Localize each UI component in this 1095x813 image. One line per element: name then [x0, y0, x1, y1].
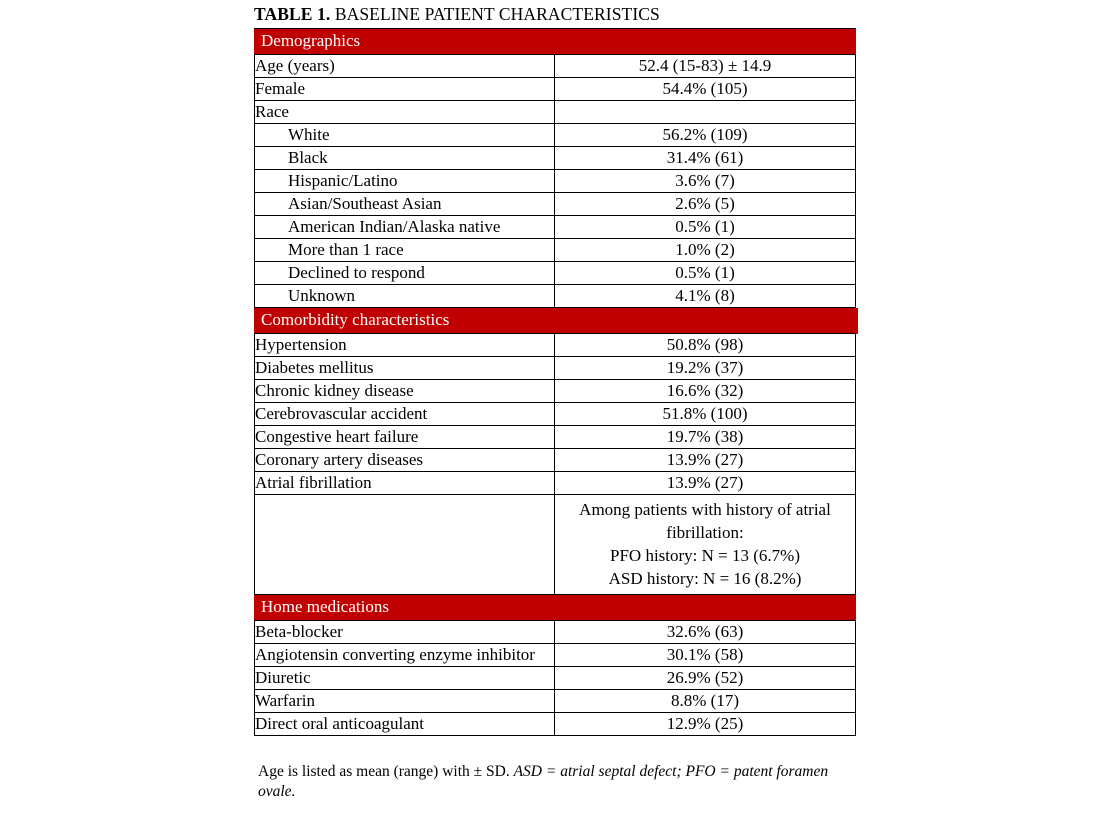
row-label: Declined to respond	[255, 262, 555, 285]
table-row	[255, 690, 856, 713]
row-value: 3.6% (7)	[555, 170, 856, 193]
row-label: Chronic kidney disease	[255, 380, 555, 403]
table-row	[255, 170, 856, 193]
table-row	[255, 78, 856, 101]
row-label: Warfarin	[255, 690, 555, 713]
table-row	[255, 449, 856, 472]
section-header-row	[255, 595, 856, 621]
table-caption	[254, 4, 855, 28]
table-block	[254, 4, 855, 736]
row-value: 12.9% (25)	[555, 713, 856, 736]
table-row	[255, 334, 856, 357]
row-label: Cerebrovascular accident	[255, 403, 555, 426]
row-label: Angiotensin converting enzyme inhibitor	[255, 644, 555, 667]
table-row	[255, 713, 856, 736]
section-header-label: Demographics	[255, 29, 856, 55]
row-value: 56.2% (109)	[555, 124, 856, 147]
baseline-characteristics-table	[254, 28, 856, 736]
row-value: 13.9% (27)	[555, 472, 856, 495]
table-row	[255, 426, 856, 449]
row-label: Diabetes mellitus	[255, 357, 555, 380]
table-footnote	[258, 762, 858, 801]
row-value	[555, 101, 856, 124]
row-value: 32.6% (63)	[555, 621, 856, 644]
row-label: Diuretic	[255, 667, 555, 690]
row-value: 2.6% (5)	[555, 193, 856, 216]
section-header-row	[255, 29, 856, 55]
table-row	[255, 124, 856, 147]
table-row	[255, 357, 856, 380]
row-label: Female	[255, 78, 555, 101]
table-caption-number: TABLE 1.	[254, 4, 331, 24]
table-row	[255, 216, 856, 239]
row-label: Asian/Southeast Asian	[255, 193, 555, 216]
table-row	[255, 262, 856, 285]
footnote-abbreviations: ASD = atrial septal defect; PFO = patent foramen ovale.	[258, 763, 829, 800]
table-row	[255, 55, 856, 78]
table-row	[255, 621, 856, 644]
row-value: 31.4% (61)	[555, 147, 856, 170]
row-label: Coronary artery diseases	[255, 449, 555, 472]
row-label: More than 1 race	[255, 239, 555, 262]
row-value: 0.5% (1)	[555, 262, 856, 285]
row-value: 4.1% (8)	[555, 285, 856, 308]
table-caption-text: BASELINE PATIENT CHARACTERISTICS	[330, 4, 660, 24]
row-label: Beta-blocker	[255, 621, 555, 644]
row-label: White	[255, 124, 555, 147]
row-label: Unknown	[255, 285, 555, 308]
row-value: 0.5% (1)	[555, 216, 856, 239]
row-value: 50.8% (98)	[555, 334, 856, 357]
row-label-empty	[255, 495, 555, 595]
section-header-label: Home medications	[255, 595, 856, 621]
row-value: 51.8% (100)	[555, 403, 856, 426]
table-row	[255, 147, 856, 170]
row-value: 26.9% (52)	[555, 667, 856, 690]
row-label: Black	[255, 147, 555, 170]
table-row	[255, 239, 856, 262]
table-row	[255, 193, 856, 216]
table-row	[255, 472, 856, 495]
table-row	[255, 101, 856, 124]
row-value: 8.8% (17)	[555, 690, 856, 713]
section-header-row	[255, 308, 856, 334]
row-value: 19.2% (37)	[555, 357, 856, 380]
row-label: American Indian/Alaska native	[255, 216, 555, 239]
row-value: 30.1% (58)	[555, 644, 856, 667]
section-header-label: Comorbidity characteristics	[255, 308, 856, 334]
row-label: Hypertension	[255, 334, 555, 357]
row-value: 1.0% (2)	[555, 239, 856, 262]
row-label: Direct oral anticoagulant	[255, 713, 555, 736]
row-label: Hispanic/Latino	[255, 170, 555, 193]
table-row	[255, 667, 856, 690]
footnote-plain-text: Age is listed as mean (range) with ± SD.	[258, 763, 514, 780]
table-row	[255, 285, 856, 308]
row-value: 52.4 (15-83) ± 14.9	[555, 55, 856, 78]
table-row	[255, 403, 856, 426]
row-label: Atrial fibrillation	[255, 472, 555, 495]
table-body	[255, 29, 856, 736]
row-label: Race	[255, 101, 555, 124]
row-value: 54.4% (105)	[555, 78, 856, 101]
row-value: 16.6% (32)	[555, 380, 856, 403]
row-label: Congestive heart failure	[255, 426, 555, 449]
row-label: Age (years)	[255, 55, 555, 78]
row-value: 13.9% (27)	[555, 449, 856, 472]
table-row	[255, 380, 856, 403]
table-row	[255, 644, 856, 667]
row-value: Among patients with history of atrial fibrillation: PFO history: N = 13 (6.7%) ASD history: N = 16 (8.2%)	[555, 495, 856, 595]
row-value: 19.7% (38)	[555, 426, 856, 449]
table-row	[255, 495, 856, 595]
